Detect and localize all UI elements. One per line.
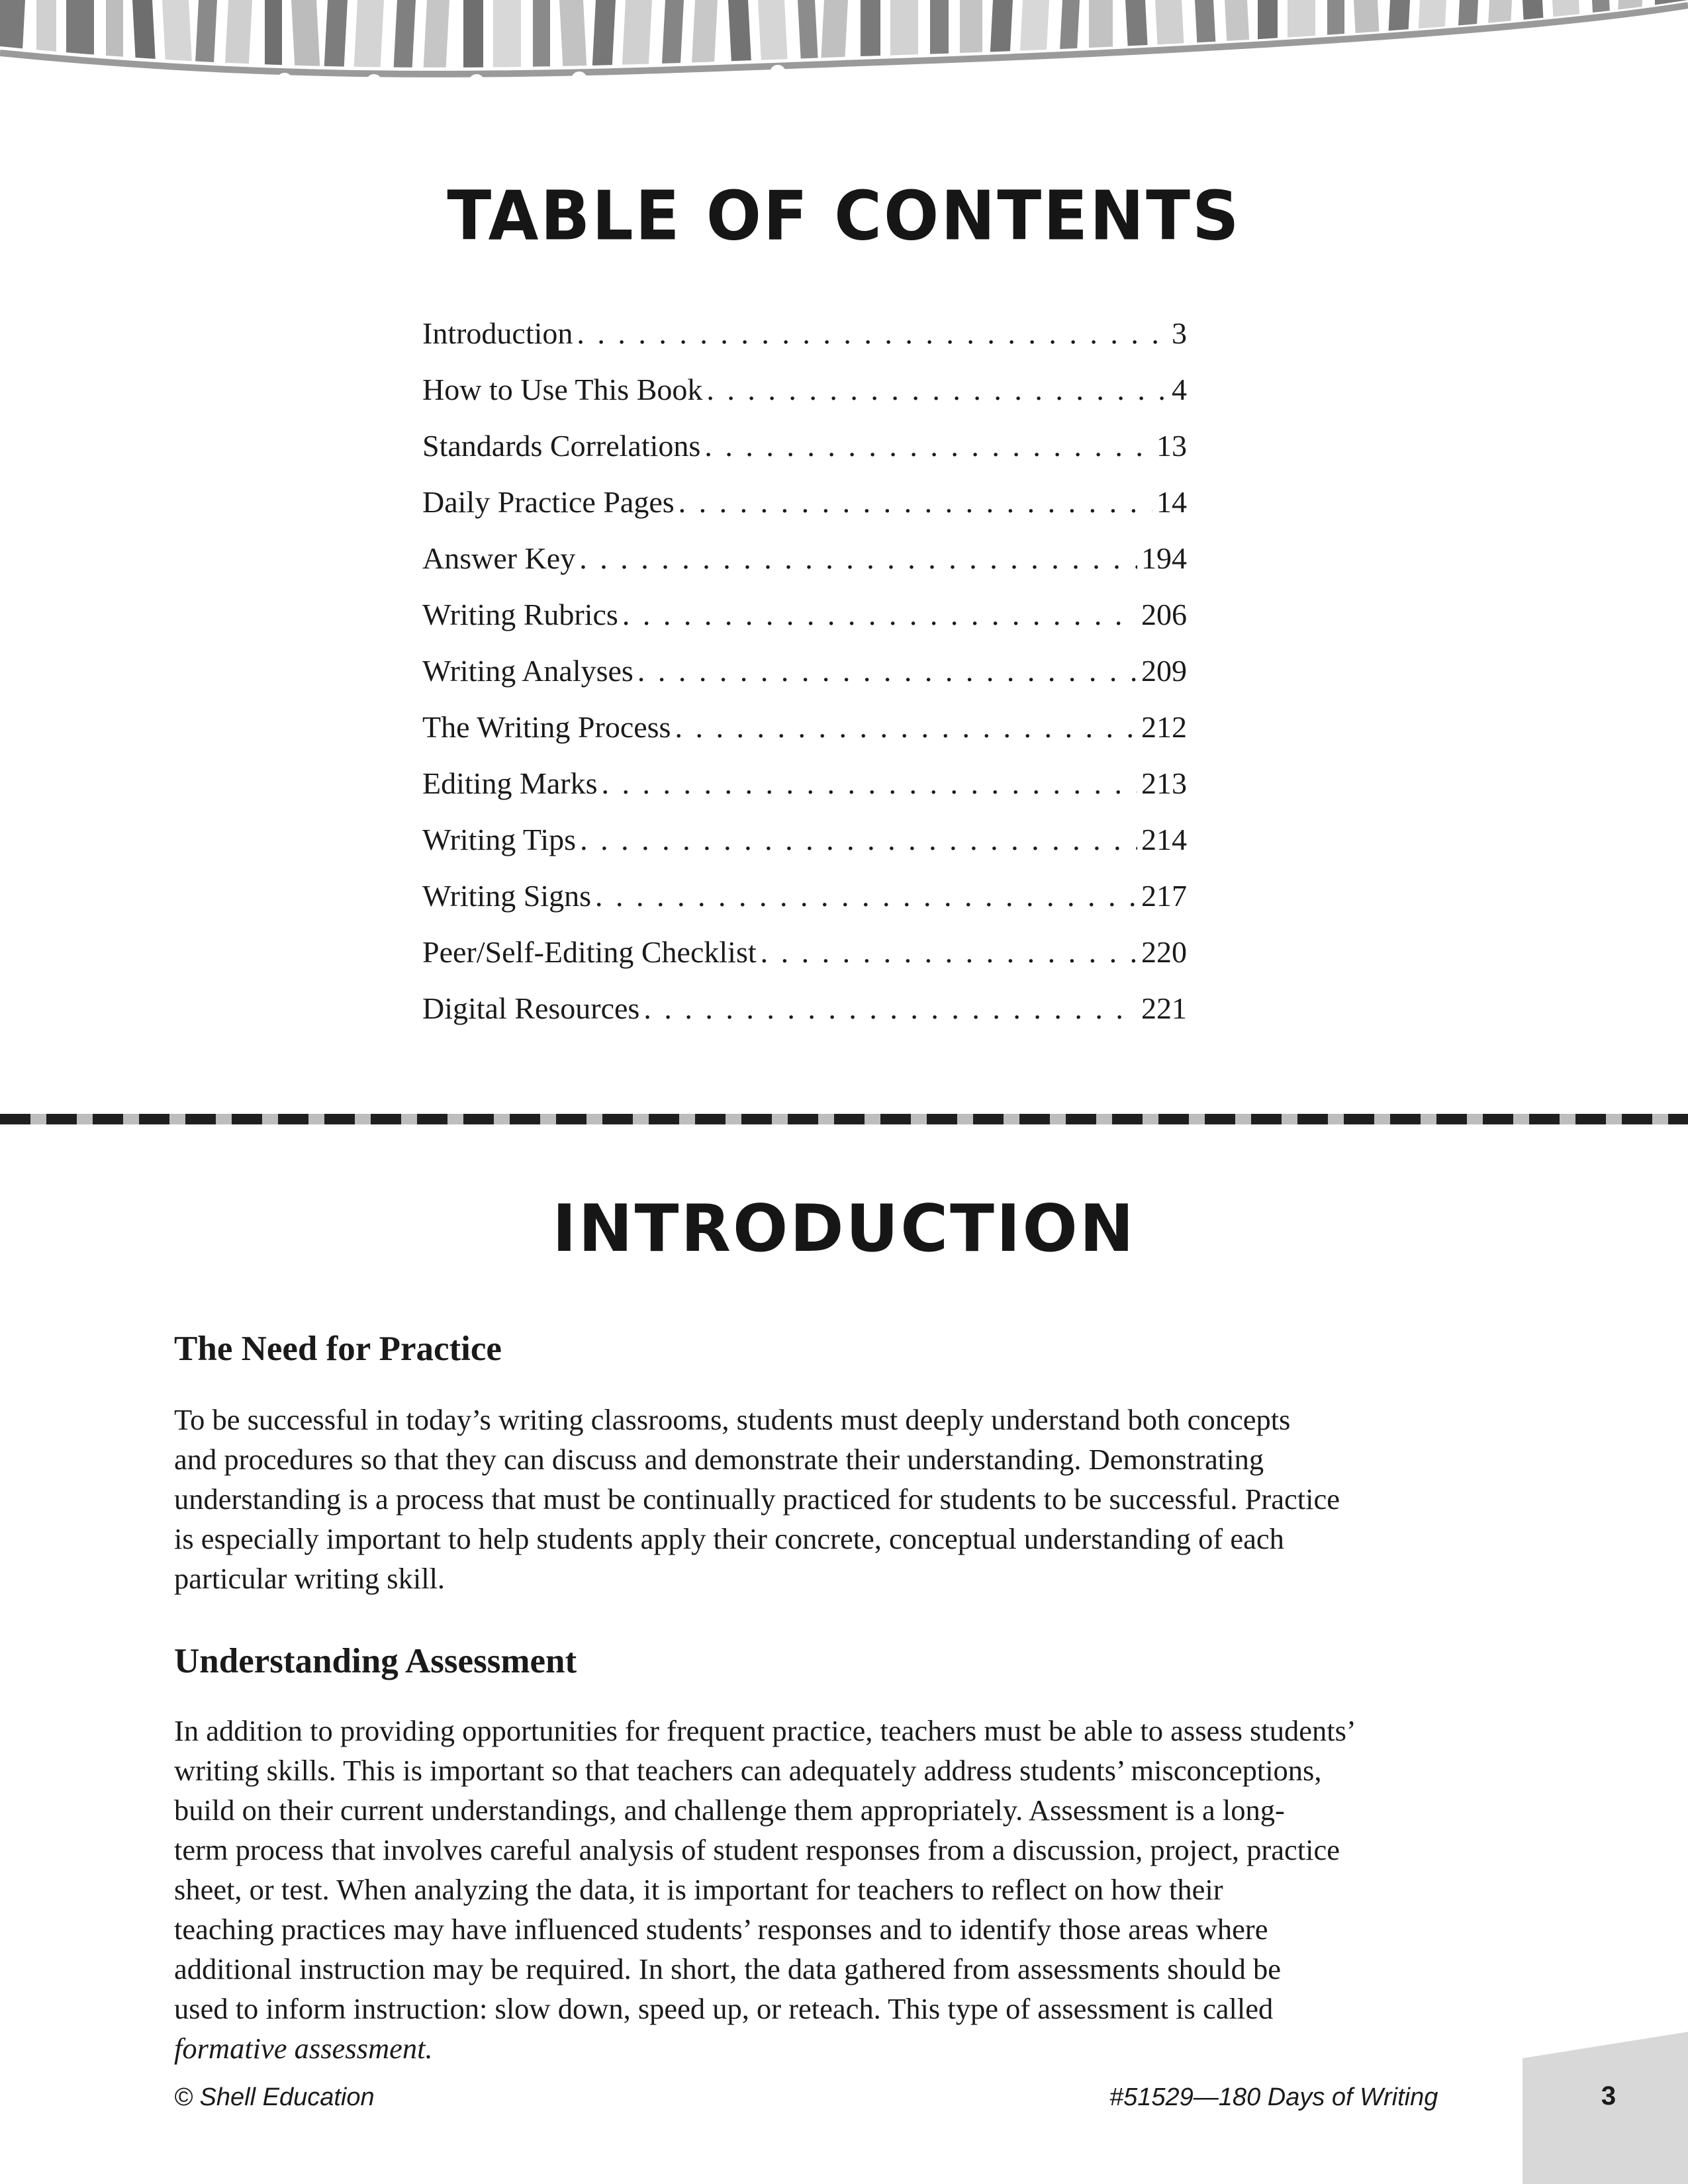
toc-entry-label: The Writing Process	[422, 710, 671, 744]
toc-entry	[422, 766, 1187, 822]
toc-entry-page: 212	[1141, 710, 1187, 744]
toc-dot-leader	[637, 653, 1137, 688]
toc-entry-label: Standards Correlations	[422, 429, 701, 463]
toc-entry	[422, 653, 1187, 709]
footer-book-title: #51529—180 Days of Writing	[1109, 2083, 1438, 2111]
toc-entry-label: Writing Rubrics	[422, 598, 618, 631]
toc-entry-page: 3	[1172, 316, 1187, 350]
paragraph-line: teaching practices may have influenced students’ responses and to identify those areas where	[174, 1913, 1268, 1946]
toc-entry	[422, 372, 1187, 428]
toc-entry-label: Editing Marks	[422, 766, 598, 800]
toc-entry	[422, 316, 1187, 372]
toc-entry-page: 217	[1141, 879, 1187, 913]
toc-entry-page: 206	[1141, 598, 1187, 631]
toc-list	[422, 316, 1187, 1047]
paragraph-line: To be successful in today’s writing classrooms, students must deeply understand both concepts	[174, 1403, 1291, 1436]
paragraph-line: term process that involves careful analysis of student responses from a discussion, project, practice	[174, 1833, 1340, 1866]
paragraph-line: writing skills. This is important so that teachers can adequately address students’ misconceptions,	[174, 1754, 1322, 1787]
toc-entry	[422, 934, 1187, 991]
toc-dot-leader	[601, 766, 1137, 801]
toc-dot-leader	[580, 822, 1137, 857]
toc-dot-leader	[595, 878, 1137, 913]
toc-entry-label: Introduction	[422, 316, 573, 350]
toc-entry	[422, 878, 1187, 934]
need-for-practice-heading: The Need for Practice	[174, 1330, 502, 1368]
introduction-title: INTRODUCTION	[552, 1191, 1136, 1267]
section-divider	[0, 1114, 1688, 1124]
top-stripe-banner	[0, 0, 1688, 113]
toc-entry-label: Answer Key	[422, 541, 576, 575]
toc-entry-label: Peer/Self-Editing Checklist	[422, 935, 757, 969]
toc-dot-leader	[679, 484, 1152, 520]
toc-entry	[422, 484, 1187, 541]
toc-entry-page: 214	[1141, 823, 1187, 856]
paragraph-line: is especially important to help students apply their concrete, conceptual understanding of each	[174, 1522, 1284, 1555]
understanding-assessment-paragraph	[174, 1711, 1356, 2068]
toc-dot-leader	[704, 428, 1152, 463]
toc-dot-leader	[577, 316, 1168, 351]
toc-entry-page: 194	[1141, 541, 1187, 575]
toc-dot-leader	[675, 709, 1137, 745]
toc-entry-label: Daily Practice Pages	[422, 485, 675, 519]
toc-entry-label: Digital Resources	[422, 991, 640, 1025]
toc-entry-label: Writing Signs	[422, 879, 591, 913]
toc-dot-leader	[622, 597, 1137, 632]
toc-entry	[422, 428, 1187, 484]
paragraph-line: understanding is a process that must be continually practiced for students to be successful. Practice	[174, 1482, 1340, 1516]
toc-entry-page: 220	[1141, 935, 1187, 969]
paragraph-line: build on their current understandings, and challenge them appropriately. Assessment is a long-	[174, 1794, 1285, 1827]
toc-entry-page: 13	[1156, 429, 1187, 463]
need-for-practice-paragraph	[174, 1400, 1340, 1598]
toc-entry	[422, 597, 1187, 653]
toc-entry-label: Writing Analyses	[422, 654, 633, 688]
paragraph-line: additional instruction may be required. In short, the data gathered from assessments should be	[174, 1952, 1282, 1985]
toc-dot-leader	[643, 991, 1137, 1026]
toc-entry-page: 213	[1141, 766, 1187, 800]
toc-entry	[422, 541, 1187, 597]
footer-publisher: © Shell Education	[174, 2083, 375, 2111]
toc-dot-leader	[706, 372, 1168, 407]
toc-entry-page: 221	[1141, 991, 1187, 1025]
toc-entry-page: 4	[1172, 373, 1187, 406]
paragraph-line: particular writing skill.	[174, 1562, 445, 1595]
toc-entry	[422, 709, 1187, 766]
toc-dot-leader	[579, 541, 1137, 576]
page-number: 3	[1601, 2081, 1617, 2111]
toc-entry-label: How to Use This Book	[422, 373, 703, 406]
toc-entry-page: 14	[1156, 485, 1187, 519]
paragraph-line: and procedures so that they can discuss and demonstrate their understanding. Demonstrating	[174, 1443, 1264, 1476]
toc-entry	[422, 822, 1187, 878]
toc-title: TABLE OF CONTENTS	[447, 177, 1241, 256]
paragraph-line: used to inform instruction: slow down, speed up, or reteach. This type of assessment is called	[174, 1992, 1274, 2025]
formative-assessment-term: formative assessment.	[174, 2032, 433, 2065]
toc-entry-label: Writing Tips	[422, 823, 577, 856]
paragraph-line: In addition to providing opportunities for frequent practice, teachers must be able to assess students’	[174, 1714, 1356, 1747]
understanding-assessment-heading: Understanding Assessment	[174, 1642, 577, 1680]
toc-entry-page: 209	[1141, 654, 1187, 688]
toc-dot-leader	[761, 934, 1137, 970]
paragraph-line: sheet, or test. When analyzing the data, it is important for teachers to reflect on how their	[174, 1873, 1223, 1906]
toc-entry	[422, 991, 1187, 1047]
